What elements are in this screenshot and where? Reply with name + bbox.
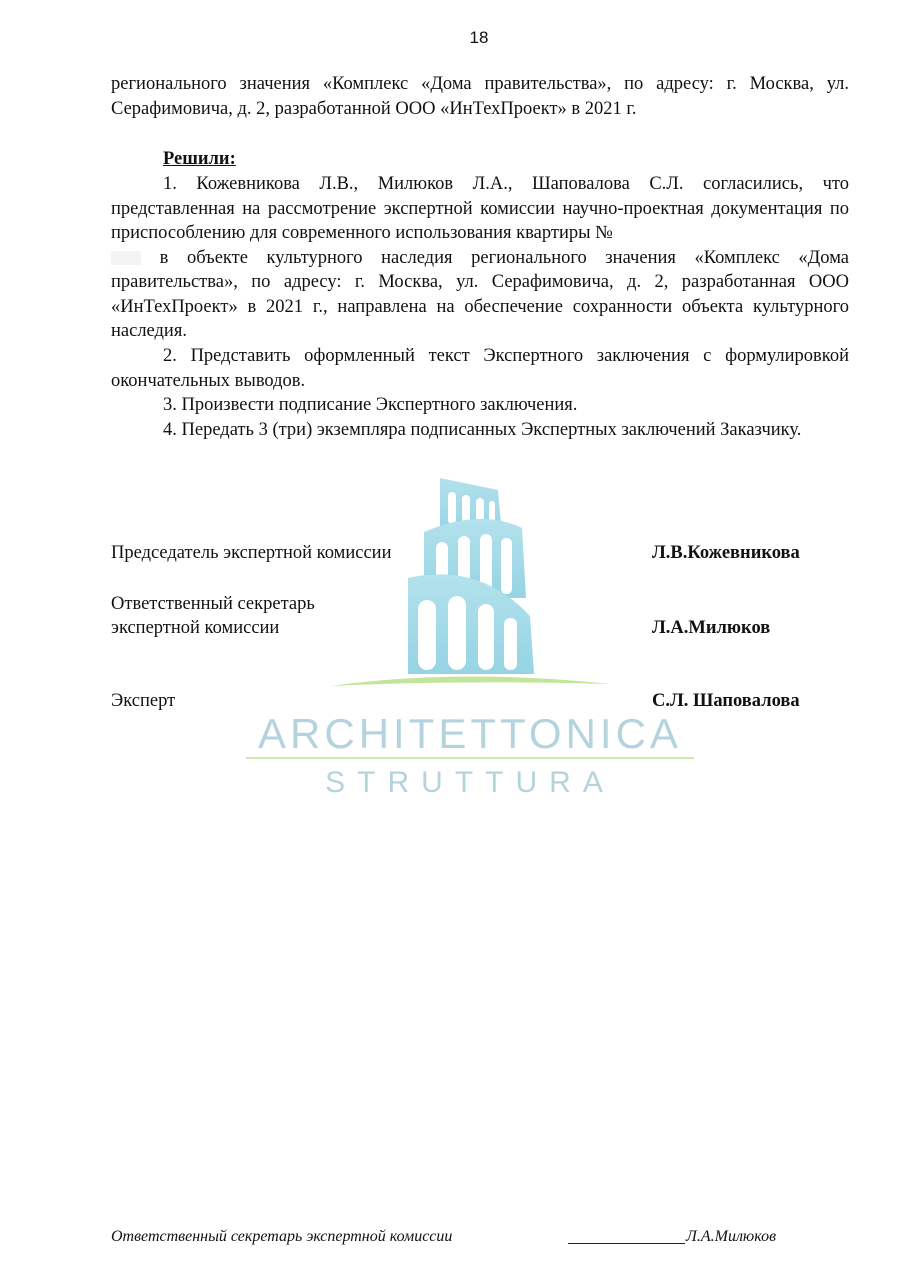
footer-name: Л.А.Милюков [686,1228,777,1245]
signature-role-expert: Эксперт [111,691,176,711]
watermark-line1: ARCHITETTONICA [258,710,682,757]
decision-item-3: 3. Произвести подписание Экспертного заключения. [163,395,578,415]
decision-heading: Решили: [163,149,236,169]
intro-paragraph: регионального значения «Комплекс «Дома правительства», по адресу: г. Москва, ул. Серафимовича, д. 2, разработанной ООО «ИнТехПроект» в 2021 г. [111,74,849,119]
decision-item-1 [111,172,849,344]
signature-name-secretary: Л.А.Милюков [652,618,771,638]
page-number: 18 [469,28,489,47]
redaction-mark [111,251,141,265]
architettonica-logo-watermark [230,470,710,810]
signature-role-secretary-line1: Ответственный секретарь [111,594,315,614]
decision-item-1-text-after: в объекте культурного наследия регионального значения «Комплекс «Дома правительства», по адресу: г. Москва, ул. Серафимовича, д. 2, разработанная ООО «ИнТехПроект» в 2021 г., направлена на обеспечение сохранности объекта культурного наследия. [111,247,849,341]
signature-name-chairman: Л.В.Кожевникова [652,543,800,563]
signature-role-chairman: Председатель экспертной комиссии [111,543,392,563]
footer-role: Ответственный секретарь экспертной комиссии [111,1228,453,1245]
signature-name-expert: С.Л. Шаповалова [652,691,800,711]
footer-signature-line [568,1243,685,1244]
decision-item-4: 4. Передать 3 (три) экземпляра подписанных Экспертных заключений Заказчику. [163,420,802,440]
watermark-line2: STRUTTURA [325,766,615,799]
decision-item-1-text-before: 1. Кожевникова Л.В., Милюков Л.А., Шаповалова С.Л. согласились, что представленная на рассмотрение экспертной комиссии научно-проектная документация по приспособлению для современного использования квартиры № [111,174,849,243]
signature-role-secretary-line2: экспертной комиссии [111,618,280,638]
decision-item-2: 2. Представить оформленный текст Экспертного заключения с формулировкой окончательных выводов. [111,346,849,391]
